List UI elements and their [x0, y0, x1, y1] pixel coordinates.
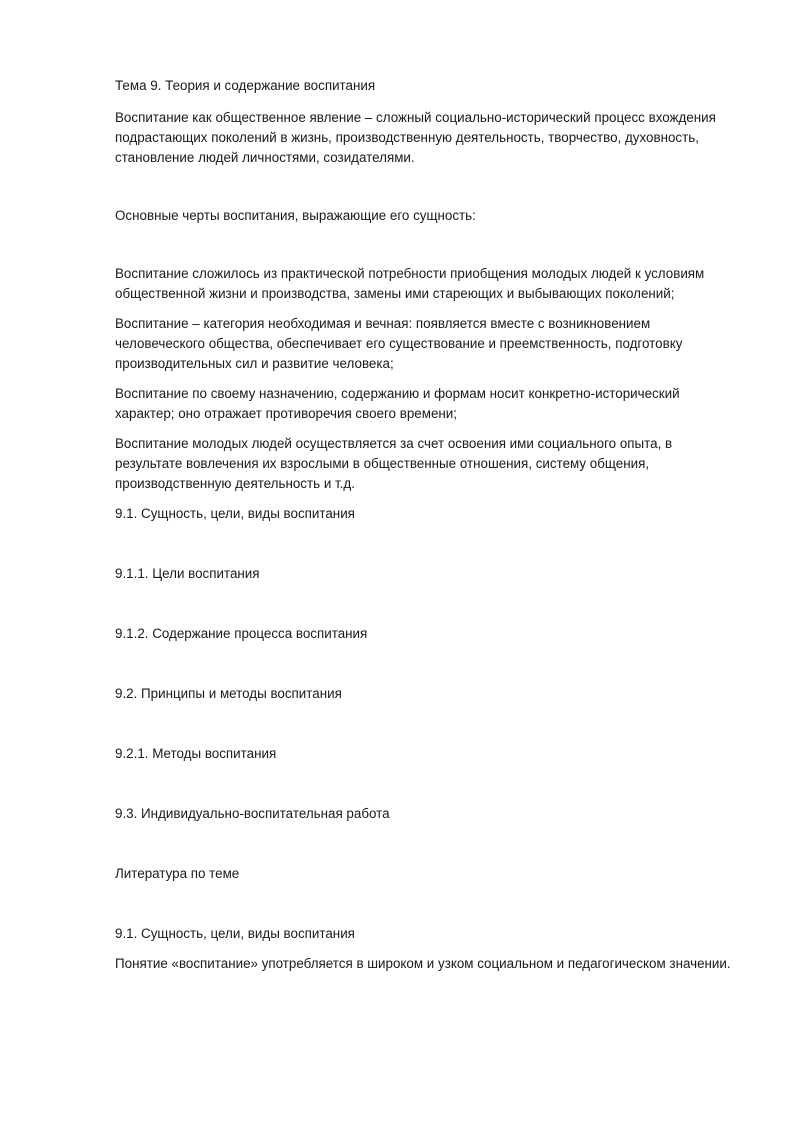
feature-paragraph: Воспитание молодых людей осуществляется за счет освоения ими социального опыта, в результате вовлечения их взрослыми в общественные отношения, систему общения, производственную деятельность и т.д.: [115, 436, 673, 491]
toc-item: 9.2.1. Методы воспитания: [115, 746, 277, 761]
toc-item: 9.1.1. Цели воспитания: [115, 566, 260, 581]
toc-item: 9.2. Принципы и методы воспитания: [115, 686, 342, 701]
toc-item: 9.1.2. Содержание процесса воспитания: [115, 626, 368, 641]
toc-item: 9.3. Индивидуально-воспитательная работа: [115, 806, 390, 821]
intro-paragraph: Воспитание как общественное явление – сложный социально-исторический процесс вхождения подрастающих поколений в жизнь, производственную деятельность, творчество, духовность, становление людей личностями, созидателями.: [115, 110, 716, 165]
section-heading: 9.1. Сущность, цели, виды воспитания: [115, 926, 355, 941]
document-title: Тема 9. Теория и содержание воспитания: [115, 78, 376, 93]
toc-item: 9.1. Сущность, цели, виды воспитания: [115, 506, 355, 521]
feature-paragraph: Воспитание – категория необходимая и вечная: появляется вместе с возникновением человеческого общества, обеспечивает его существование и преемственность, подготовку производительных сил и развитие человека;: [115, 316, 683, 371]
section-paragraph: Понятие «воспитание» употребляется в широком и узком социальном и педагогическом значении.: [115, 956, 731, 971]
toc-item: Литература по теме: [115, 866, 240, 881]
document-page: [115, 76, 755, 974]
features-heading: Основные черты воспитания, выражающие его сущность:: [115, 208, 476, 223]
feature-paragraph: Воспитание сложилось из практической потребности приобщения молодых людей к условиям общественной жизни и производства, замены ими стареющих и выбывающих поколений;: [115, 266, 705, 301]
feature-paragraph: Воспитание по своему назначению, содержанию и формам носит конкретно-исторический характер; оно отражает противоречия своего времени;: [115, 386, 680, 421]
